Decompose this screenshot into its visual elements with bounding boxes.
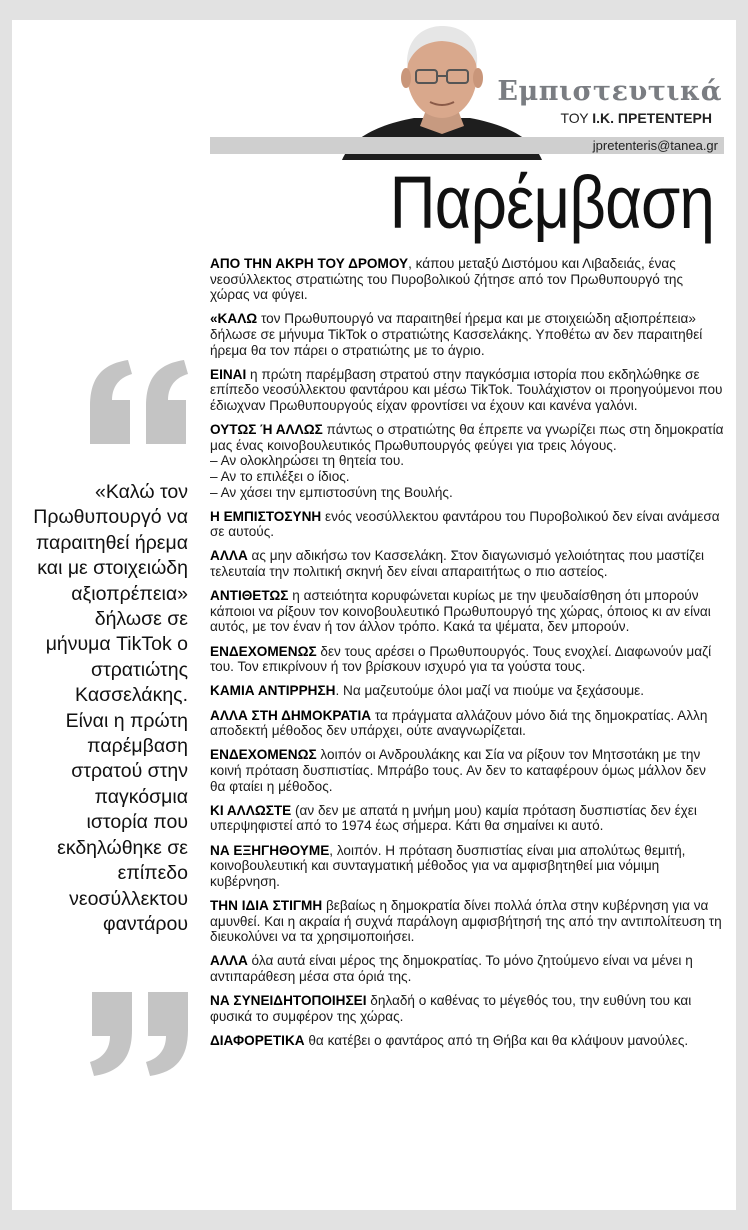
paragraph-lead: ΚΑΜΙΑ ΑΝΤΙΡΡΗΣΗ bbox=[210, 683, 336, 699]
paragraph-text: , λοιπόν. Η πρόταση δυσπιστίας είναι μια απολύτως θεμιτή, κοινοβουλευτική και συνταγματική μέθοδος για να αμφισβητηθεί μια νόμιμη κυβέρνηση. bbox=[210, 842, 686, 889]
paragraph-text: θα κατέβει ο φαντάρος από τη Θήβα και θα κλάψουν μανούλες. bbox=[304, 1032, 689, 1048]
article-paragraph bbox=[210, 953, 724, 984]
article-paragraph bbox=[210, 1033, 724, 1049]
paragraph-text: . Να μαζευτούμε όλοι μαζί να πιούμε να ξεχάσουμε. bbox=[335, 683, 644, 699]
paragraph-text: ενός νεοσύλλεκτου φαντάρου του Πυροβολικού δεν είναι ανάμεσα σε αυτούς. bbox=[210, 508, 720, 540]
paragraph-lead: ΑΝΤΙΘΕΤΩΣ bbox=[210, 588, 289, 604]
paragraph-text: βεβαίως η δημοκρατία δίνει πολλά όπλα στην κυβέρνηση για να αμυνθεί. Και η ακραία ή συχνά παράλογη αμφισβήτησή της από την αντιπολίτευση τη διευκολύνει να τα χρησιμοποιήσει. bbox=[210, 897, 722, 945]
paragraph-lead: ΑΠΟ ΤΗΝ ΑΚΡΗ ΤΟΥ ΔΡΟΜΟΥ bbox=[210, 256, 409, 271]
pull-quote: «Καλώ τον Πρωθυπουργό να παραιτηθεί ήρεμα και με στοιχειώδη αξιοπρέπεια» δήλωσε σε μήνυμα TikTok ο στρατιώτης Κασσελάκης. Είναι η πρώτη παρέμβαση στρατού στην παγκόσμια ιστορία που εκδηλώθηκε σε επίπεδο νεοσύλλεκτου φαντάρου bbox=[33, 481, 188, 935]
article-paragraph bbox=[210, 256, 724, 303]
article-paragraph bbox=[210, 548, 724, 579]
paragraph-text: δηλαδή ο καθένας το μέγεθός του, την ευθύνη του και φυσικά το συμφέρον της χώρας. bbox=[210, 993, 692, 1024]
paragraph-lead: ΝΑ ΕΞΗΓΗΘΟΥΜΕ bbox=[210, 842, 330, 858]
paragraph-text: τα πράγματα αλλάζουν μόνο διά της δημοκρατίας. Αλλη αποδεκτή μέθοδος δεν υπάρχει, ούτε αναγνωρίζεται. bbox=[210, 707, 708, 739]
article-paragraph bbox=[210, 843, 724, 890]
paragraph-lead: ΟΥΤΩΣ Ή ΑΛΛΩΣ bbox=[210, 422, 323, 438]
paragraph-text: τον Πρωθυπουργό να παραιτηθεί ήρεμα και με στοιχειώδη αξιοπρέπεια» δήλωσε σε μήνυμα TikTok ο στρατιώτης Κασσελάκης. Υποθέτω αν δεν παραιτηθεί ήρεμα θα τον πάρει ο στρατιώτης με το άγριο. bbox=[210, 311, 703, 358]
paragraph-text: η αστειότητα κορυφώνεται κυρίως με την ψευδαίσθηση ότι μπορούν κάποιοι να ρίξουν τον κοινοβουλευτικό Πρωθυπουργό της χώρας, όποιος κι αν είναι αυτός, με τον έναν ή τον άλλον τρόπο. Κακά τα ψέματα, δεν μπορούν. bbox=[210, 588, 711, 635]
byline bbox=[12, 110, 712, 126]
article-paragraph bbox=[210, 367, 724, 414]
paragraph-lead: ΤΗΝ ΙΔΙΑ ΣΤΙΓΜΗ bbox=[210, 897, 323, 913]
paragraph-text: λοιπόν οι Ανδρουλάκης και Σία να ρίξουν τον Μητσοτάκη με την κοινή πρόταση δυσπιστίας. Μπράβο τους. Αν δεν το καταφέρουν όμως μάλλον δεν θα φταίει η μέθοδος. bbox=[210, 747, 706, 794]
byline-author: Ι.Κ. ΠΡΕΤΕΝΤΕΡΗ bbox=[592, 110, 712, 126]
list-item: – Αν χάσει την εμπιστοσύνη της Βουλής. bbox=[210, 484, 453, 500]
paragraph-text: η πρώτη παρέμβαση στρατού στην παγκόσμια ιστορία που εκδηλώθηκε σε επίπεδο νεοσύλλεκτου φαντάρου και μέσω TikTok. Τουλάχιστον οι προηγούμενοι που έδιωχναν Πρωθυπουργούς είχαν φροντίσει να έχουν και κανένα γαλόνι. bbox=[210, 366, 723, 413]
paragraph-text: ας μην αδικήσω τον Κασσελάκη. Στον διαγωνισμό γελοιότητας που μαστίζει τελευταία την πολιτική σκηνή δεν είναι απαραιτήτως ο πιο αστείος. bbox=[210, 548, 705, 580]
column-title: Εμπιστευτικά bbox=[497, 76, 722, 107]
paragraph-lead: ΚΙ ΑΛΛΩΣΤΕ bbox=[210, 802, 292, 818]
paragraph-lead: ΑΛΛΑ bbox=[210, 953, 248, 969]
headline: Παρέμβαση bbox=[389, 161, 714, 244]
article-paragraph bbox=[210, 898, 724, 945]
paragraph-lead: ΕΝΔΕΧΟΜΕΝΩΣ bbox=[210, 643, 317, 659]
paragraph-text: όλα αυτά είναι μέρος της δημοκρατίας. Το μόνο ζητούμενο είναι να μένει η αντιπαράθεση μέσα στα όριά της. bbox=[210, 953, 693, 984]
paragraph-lead: ΕΝΔΕΧΟΜΕΝΩΣ bbox=[210, 747, 317, 763]
paragraph-text: δεν τους αρέσει ο Πρωθυπουργός. Τους ενοχλεί. Διαφωνούν μαζί του. Τον επικρίνουν ή τον βρίσκουν ισχυρό για τα γούστα τους. bbox=[210, 643, 712, 675]
paragraph-lead: ΑΛΛΑ ΣΤΗ ΔΗΜΟΚΡΑΤΙΑ bbox=[210, 707, 372, 723]
paragraph-lead: «ΚΑΛΩ bbox=[210, 311, 258, 327]
article-paragraph bbox=[210, 422, 724, 500]
paragraph-text: (αν δεν με απατά η μνήμη μου) καμία πρόταση δυσπιστίας δεν έχει υπερψηφιστεί από το 1974 έως σήμερα. Κάτι θα σημαίνει κι αυτό. bbox=[210, 802, 697, 834]
paragraph-lead: ΔΙΑΦΟΡΕΤΙΚΑ bbox=[210, 1032, 305, 1048]
article-paragraph bbox=[210, 311, 724, 358]
article-body bbox=[210, 256, 724, 1057]
article-paragraph bbox=[210, 803, 724, 834]
paragraph-lead: ΕΙΝΑΙ bbox=[210, 366, 247, 382]
article-paragraph bbox=[210, 588, 724, 635]
newspaper-page bbox=[12, 20, 736, 1210]
article-paragraph bbox=[210, 509, 724, 540]
open-quote-icon bbox=[84, 360, 194, 444]
article-paragraph bbox=[210, 993, 724, 1024]
author-email: jpretenteris@tanea.gr bbox=[592, 138, 718, 153]
article-paragraph bbox=[210, 644, 724, 675]
list-item: – Αν το επιλέξει ο ίδιος. bbox=[210, 468, 350, 484]
byline-prefix: ΤΟΥ bbox=[560, 110, 589, 126]
paragraph-lead: ΝΑ ΣΥΝΕΙΔΗΤΟΠΟΙΗΣΕΙ bbox=[210, 993, 367, 1009]
paragraph-text: πάντως ο στρατιώτης θα έπρεπε να γνωρίζει πως στη δημοκρατία μας ένας κοινοβουλευτικός Πρωθυπουργός φεύγει για τρεις λόγους. bbox=[210, 422, 724, 453]
paragraph-lead: Η ΕΜΠΙΣΤΟΣΥΝΗ bbox=[210, 508, 322, 524]
paragraph-lead: ΑΛΛΑ bbox=[210, 548, 248, 564]
article-paragraph bbox=[210, 708, 724, 739]
paragraph-text: , κάπου μεταξύ Διστόμου και Λιβαδειάς, ένας νεοσύλλεκτος στρατιώτης του Πυροβολικού ζήτησε από τον Πρωθυπουργό της χώρας να φύγει. bbox=[210, 256, 684, 303]
article-paragraph bbox=[210, 683, 724, 699]
list-item: – Αν ολοκληρώσει τη θητεία του. bbox=[210, 453, 405, 469]
close-quote-icon bbox=[84, 992, 194, 1076]
article-paragraph bbox=[210, 747, 724, 794]
